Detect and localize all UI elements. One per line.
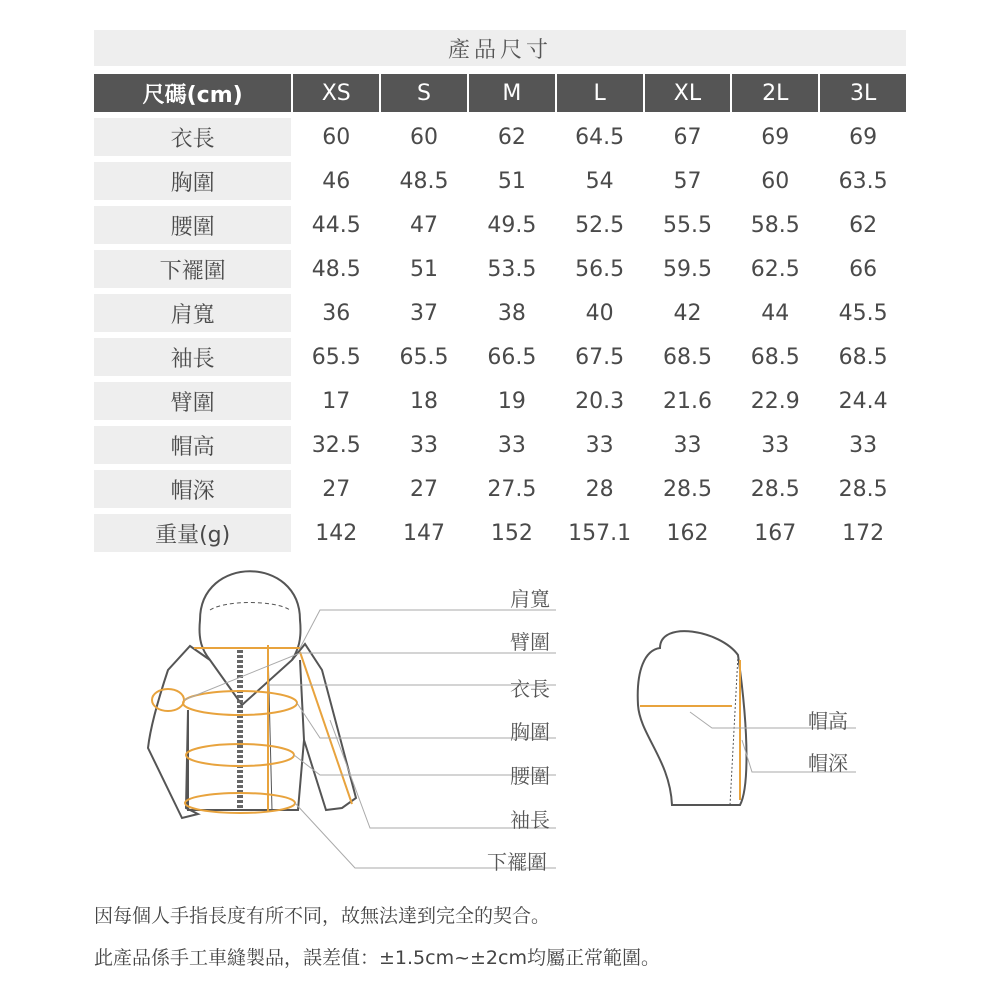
arm-measure <box>152 689 184 711</box>
table-row <box>94 206 906 250</box>
table-cell: 66 <box>849 256 878 282</box>
table-cell: 40 <box>585 300 614 326</box>
table-cell: 60 <box>322 124 351 150</box>
table-cell: 24.4 <box>838 388 888 414</box>
header-cell: XL <box>645 74 731 112</box>
table-cell: 67 <box>673 124 702 150</box>
table-cell: 60 <box>761 168 790 194</box>
table-cell: 51 <box>410 256 439 282</box>
table-cell: 53.5 <box>487 256 537 282</box>
row-label: 下襬圍 <box>94 250 291 288</box>
table-cell: 28.5 <box>662 476 712 502</box>
table-cell: 33 <box>761 432 790 458</box>
table-cell: 28.5 <box>750 476 800 502</box>
table-row <box>94 162 906 206</box>
table-cell: 167 <box>754 520 797 546</box>
row-label: 胸圍 <box>94 162 291 200</box>
table-cell: 33 <box>673 432 702 458</box>
table-cell: 49.5 <box>487 212 537 238</box>
table-cell: 17 <box>322 388 351 414</box>
table-cell: 69 <box>761 124 790 150</box>
table-cell: 64.5 <box>575 124 625 150</box>
note-1: 因每個人手指長度有所不同，故無法達到完全的契合。 <box>94 905 551 927</box>
table-cell: 47 <box>410 212 439 238</box>
table-header-row <box>94 74 906 118</box>
table-cell: 162 <box>666 520 709 546</box>
table-cell: 62.5 <box>750 256 800 282</box>
table-cell: 33 <box>849 432 878 458</box>
diagram-label-hood-height: 帽高 <box>808 709 848 733</box>
diagram-label-hood-depth: 帽深 <box>808 751 848 775</box>
table-cell: 48.5 <box>399 168 449 194</box>
table-cell: 65.5 <box>311 344 361 370</box>
table-cell: 44.5 <box>311 212 361 238</box>
hood-shape <box>638 631 747 805</box>
table-cell: 68.5 <box>838 344 888 370</box>
page-title: 產品尺寸 <box>94 30 906 66</box>
diagram-label-hem: 下襬圍 <box>487 850 547 874</box>
header-cell: 2L <box>732 74 818 112</box>
table-row <box>94 118 906 162</box>
table-cell: 33 <box>497 432 526 458</box>
sleeve-measure <box>300 652 352 804</box>
table-cell: 147 <box>403 520 446 546</box>
row-label: 帽深 <box>94 470 291 508</box>
table-row <box>94 514 906 558</box>
row-label: 腰圍 <box>94 206 291 244</box>
table-cell: 58.5 <box>750 212 800 238</box>
row-label: 重量(g) <box>94 514 291 552</box>
table-cell: 52.5 <box>575 212 625 238</box>
table-cell: 54 <box>585 168 614 194</box>
table-cell: 20.3 <box>575 388 625 414</box>
size-table <box>94 74 906 558</box>
measurement-diagram <box>0 560 1000 890</box>
table-cell: 142 <box>315 520 358 546</box>
header-cell: M <box>469 74 555 112</box>
diagram-label-chest: 胸圍 <box>510 720 550 744</box>
jacket-body <box>188 660 304 810</box>
table-cell: 68.5 <box>750 344 800 370</box>
table-cell: 63.5 <box>838 168 888 194</box>
header-cell: 尺碼(cm) <box>94 74 291 112</box>
table-cell: 44 <box>761 300 790 326</box>
hood-outline <box>638 631 747 805</box>
row-label: 衣長 <box>94 118 291 156</box>
table-cell: 68.5 <box>662 344 712 370</box>
table-cell: 33 <box>410 432 439 458</box>
table-cell: 28.5 <box>838 476 888 502</box>
table-cell: 65.5 <box>399 344 449 370</box>
diagram-label-sleeve: 袖長 <box>510 808 550 832</box>
note-2: 此產品係手工車縫製品，誤差值：±1.5cm~±2cm均屬正常範圍。 <box>94 947 660 969</box>
table-cell: 27.5 <box>487 476 537 502</box>
jacket-outline <box>148 571 356 818</box>
table-cell: 37 <box>410 300 439 326</box>
hood-measurements <box>640 660 740 800</box>
table-cell: 62 <box>497 124 526 150</box>
row-label: 帽高 <box>94 426 291 464</box>
table-row <box>94 426 906 470</box>
diagram-label-arm: 臂圍 <box>510 630 550 654</box>
table-cell: 59.5 <box>662 256 712 282</box>
table-row <box>94 338 906 382</box>
header-cell: 3L <box>820 74 906 112</box>
table-cell: 38 <box>497 300 526 326</box>
table-cell: 33 <box>585 432 614 458</box>
table-cell: 152 <box>490 520 533 546</box>
table-body <box>94 118 906 558</box>
table-cell: 42 <box>673 300 702 326</box>
table-cell: 51 <box>497 168 526 194</box>
table-cell: 46 <box>322 168 351 194</box>
row-label: 臂圍 <box>94 382 291 420</box>
table-row <box>94 250 906 294</box>
table-cell: 36 <box>322 300 351 326</box>
table-cell: 66.5 <box>487 344 537 370</box>
table-row <box>94 294 906 338</box>
table-cell: 21.6 <box>662 388 712 414</box>
table-cell: 157.1 <box>568 520 632 546</box>
diagram-label-waist: 腰圍 <box>510 764 550 788</box>
table-cell: 172 <box>842 520 885 546</box>
table-cell: 55.5 <box>662 212 712 238</box>
header-cell: L <box>557 74 643 112</box>
diagram-label-shoulder: 肩寬 <box>510 587 550 611</box>
table-cell: 56.5 <box>575 256 625 282</box>
table-cell: 19 <box>497 388 526 414</box>
hood-stitch <box>210 603 290 611</box>
table-cell: 28 <box>585 476 614 502</box>
table-cell: 27 <box>410 476 439 502</box>
left-sleeve <box>148 646 210 818</box>
table-cell: 27 <box>322 476 351 502</box>
table-row <box>94 382 906 426</box>
row-label: 袖長 <box>94 338 291 376</box>
row-label: 肩寬 <box>94 294 291 332</box>
table-cell: 32.5 <box>311 432 361 458</box>
table-cell: 69 <box>849 124 878 150</box>
table-cell: 18 <box>410 388 439 414</box>
table-cell: 57 <box>673 168 702 194</box>
table-row <box>94 470 906 514</box>
header-cell: XS <box>293 74 379 112</box>
table-cell: 62 <box>849 212 878 238</box>
table-cell: 22.9 <box>750 388 800 414</box>
diagram-label-length: 衣長 <box>510 677 550 701</box>
table-cell: 48.5 <box>311 256 361 282</box>
table-cell: 60 <box>410 124 439 150</box>
header-cell: S <box>381 74 467 112</box>
table-cell: 45.5 <box>838 300 888 326</box>
table-cell: 67.5 <box>575 344 625 370</box>
